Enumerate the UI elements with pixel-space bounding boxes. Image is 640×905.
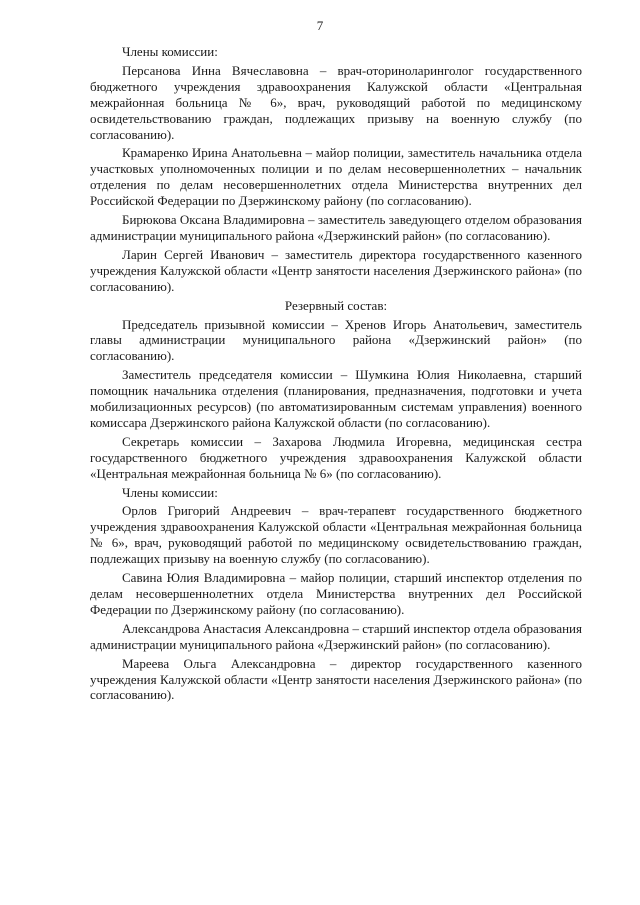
member-entry: Персанова Инна Вячеславовна – врач-оториноларинголог государственного бюджетного учреждения здравоохранения Калужской области «Центральная межрайонная больница № 6», врач, руководящий работой по медицинскому освидетельствованию граждан, подлежащих призыву на военную службу (по согласованию). <box>90 62 582 142</box>
reserve-chairman: Председатель призывной комиссии – Хренов Игорь Анатольевич, заместитель главы администрации муниципального района «Дзержинский район» (по согласованию). <box>90 316 582 364</box>
reserve-heading: Резервный состав: <box>284 297 388 313</box>
member-entry: Бирюкова Оксана Владимировна – заместитель заведующего отделом образования администрации муниципального района «Дзержинский район» (по согласованию). <box>90 212 582 243</box>
reserve-member-entry: Александрова Анастасия Александровна – старший инспектор отдела образования администрации муниципального района «Дзержинский район» (по согласованию). <box>90 620 582 652</box>
reserve-member-entry: Савина Юлия Владимировна – майор полиции, старший инспектор отделения по делам несовершеннолетних отдела Министерства внутренних дел Российской Федерации по Дзержинскому району (по согласованию). <box>90 570 582 617</box>
reserve-member-entry: Мареева Ольга Александровна – директор государственного казенного учреждения Калужской области «Центр занятости населения Дзержинского района» (по согласованию). <box>90 655 582 703</box>
reserve-members-heading: Члены комиссии: <box>122 484 218 500</box>
document-body <box>90 44 582 706</box>
reserve-secretary: Секретарь комиссии – Захарова Людмила Игоревна, медицинская сестра государственного бюджетного учреждения здравоохранения Калужской области «Центральная межрайонная больница № 6» (по согласованию). <box>90 433 582 481</box>
reserve-member-entry: Орлов Григорий Андреевич – врач-терапевт государственного бюджетного учреждения здравоохранения Калужской области «Центральная межрайонная больница № 6», врач, руководящий работой по медицинскому освидетельствованию граждан, подлежащих призыву на военную службу (по согласованию). <box>90 503 582 567</box>
member-entry: Ларин Сергей Иванович – заместитель директора государственного казенного учреждения Калужской области «Центр занятости населения Дзержинского района» (по согласованию). <box>90 246 582 294</box>
page-number: 7 <box>316 18 324 33</box>
members-heading: Члены комиссии: <box>122 44 218 59</box>
member-entry: Крамаренко Ирина Анатольевна – майор полиции, заместитель начальника отдела участковых уполномоченных полиции и по делам несовершеннолетних – начальник отделения по делам несовершеннолетних отдела Министерства внутренних дел Российской Федерации по Дзержинскому району (по согласованию). <box>90 145 582 209</box>
reserve-deputy-chairman: Заместитель председателя комиссии – Шумкина Юлия Николаевна, старший помощник начальника отделения (планирования, предназначения, подготовки и учета мобилизационных ресурсов) (по автоматизированным системам управления) военного комиссара Дзержинского района Калужской области (по согласованию). <box>90 367 582 430</box>
